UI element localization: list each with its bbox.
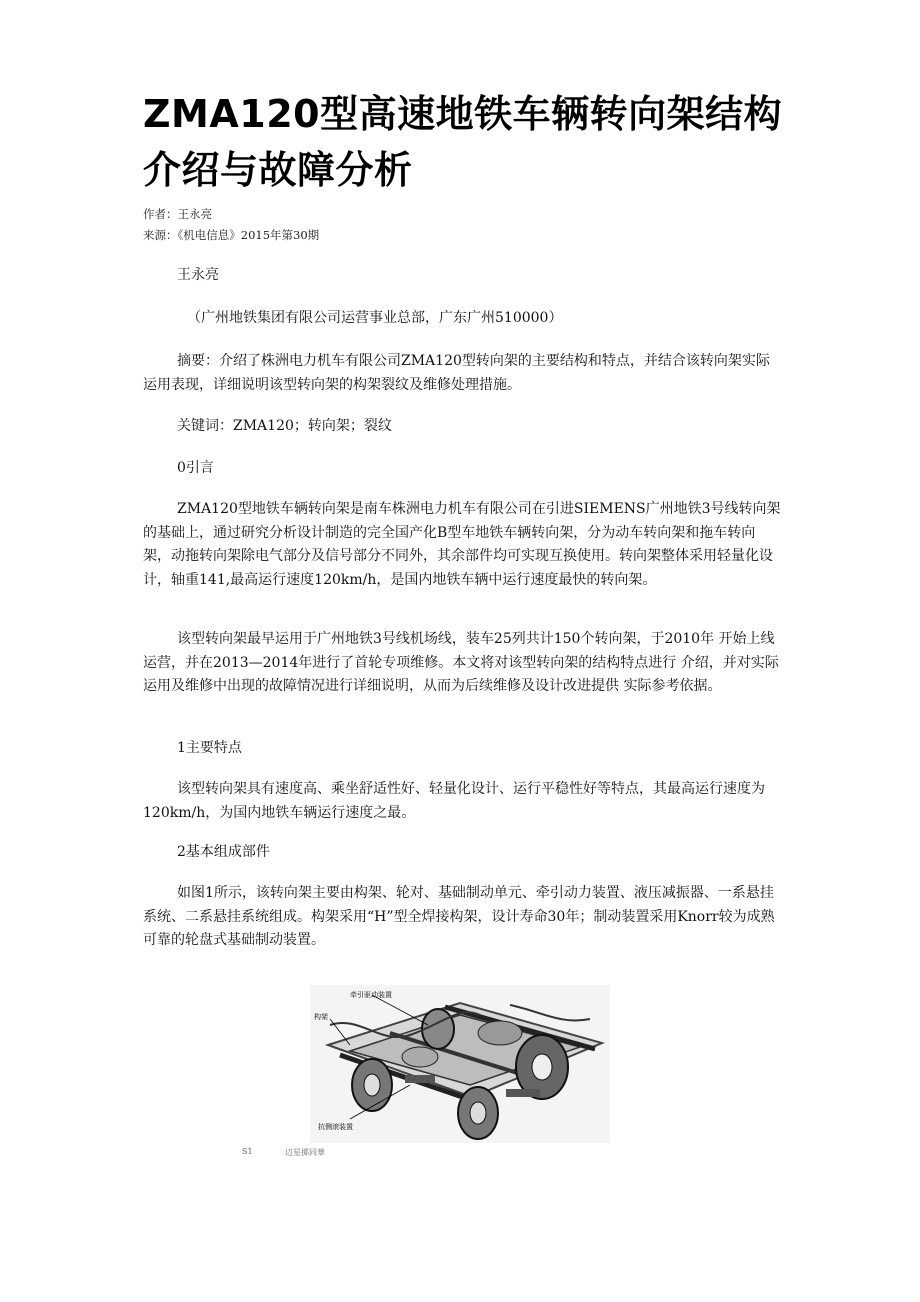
keywords: 关键词：ZMA120；转向架；裂纹 [177,418,392,434]
history-paragraph: 该型转向架最早运用于广州地铁3号线机场线，装车25列共计150个转向架，于2010年 开始上线运营，并在2013—2014年进行了首轮专项维修。本文将对该型转向架的结构特点进行 介绍，并对实际运用及维修中出现的故障情况进行详细说明，从而为后续维修及设计改进提供 实际参考依据。 [143,631,779,694]
bogie-illustration [310,985,610,1143]
bogie-figure [310,985,610,1143]
features-paragraph: 该型转向架具有速度高、乘坐舒适性好、轻量化设计、运行平稳性好等特点，其最高运行速度为120km/h，为国内地铁车辆运行速度之最。 [143,781,765,821]
abstract: 摘要：介绍了株洲电力机车有限公司ZMA120型转向架的主要结构和特点，并结合该转向架实际运用表现，详细说明该型转向架的构架裂纹及维修处理措施。 [143,353,770,393]
source-line: 来源：《机电信息》2015年第30期 [143,228,320,242]
section-heading-2: 2基本组成部件 [177,844,270,860]
components-paragraph: 如图1所示，该转向架主要由构架、轮对、基础制动单元、牵引动力装置、液压减振器、一系悬挂系统、二系悬挂系统组成。构架采用“H”型全焊接构架，设计寿命30年；制动装置采用Knorr较为成熟可靠的轮盘式基础制动装置。 [143,885,775,948]
author-name: 王永亮 [177,267,219,283]
article-title: ZMA120型高速地铁车辆转向架结构介绍与故障分析 [143,92,783,192]
section-heading-0: 0引言 [177,460,214,476]
figure-caption: 辺星掷同華 [285,1148,325,1157]
affiliation: （广州地铁集团有限公司运营事业总部，广东广州510000） [187,310,563,326]
label-brake: 抗侧滚装置 [318,1123,353,1131]
intro-paragraph: ZMA120型地铁车辆转向架是南车株洲电力机车有限公司在引进SIEMENS广州地铁3号线转向架的基础上，通过研究分析设计制造的完全国产化B型车地铁车辆转向架，分为动车转向架和拖车转向架，动拖转向架除电气部分及信号部分不同外，其余部件均可实现互换使用。转向架整体采用轻量化设计，轴重141,最高运行速度120km/h，是国内地铁车辆中运行速度最快的转向架。 [143,501,781,588]
author-line: 作者：王永亮 [143,207,212,221]
label-traction: 牵引驱动装置 [350,991,392,999]
label-frame: 构架 [314,1013,328,1021]
section-heading-1: 1主要特点 [177,740,242,756]
figure-number: S1 [242,1147,253,1156]
